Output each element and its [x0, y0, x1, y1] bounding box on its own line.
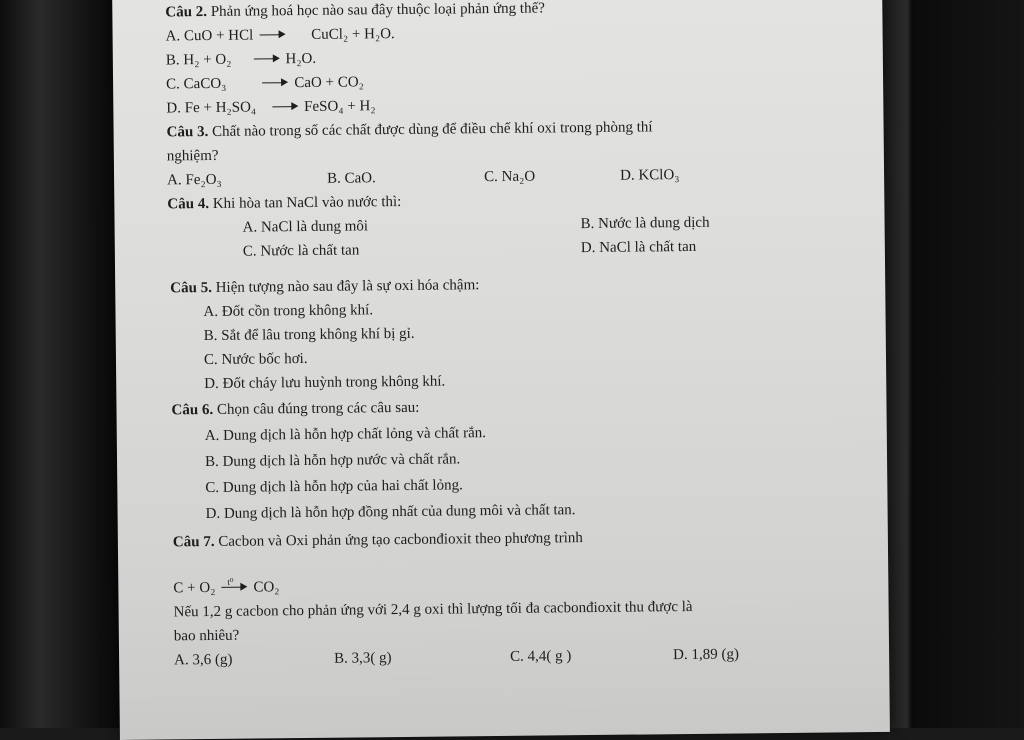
question-4-text: Khi hòa tan NaCl vào nước thì: — [212, 193, 402, 212]
dark-border-right — [882, 0, 1024, 728]
q7-option-c: C. 4,4( g ) — [510, 648, 572, 665]
q6-option-c: C. Dung dịch là hỗn hợp của hai chất lỏng. — [205, 477, 463, 497]
equation-lhs: Fe + H₂SO₄ — [184, 99, 257, 117]
question-4 — [167, 193, 401, 213]
q7-option-b: B. 3,3( g) — [334, 650, 392, 667]
q4-option-a: A. NaCl là dung môi — [242, 218, 369, 236]
q6-option-d: D. Dung dịch là hỗn hợp đồng nhất của dung môi và chất tan. — [205, 502, 576, 523]
question-2 — [165, 0, 545, 21]
question-7-text: Cacbon và Oxi phản ứng tạo cacbonđioxit theo phương trình — [218, 530, 583, 550]
question-4-label: Câu 4. — [167, 195, 210, 213]
q5-option-a: A. Đốt cồn trong không khí. — [203, 302, 374, 321]
question-6-text: Chọn câu đúng trong các câu sau: — [216, 399, 420, 418]
option-letter: D. — [166, 100, 182, 117]
q5-option-c: C. Nước bốc hơi. — [203, 350, 308, 369]
question-6-label: Câu 6. — [171, 401, 214, 419]
equation-rhs: H₂O. — [285, 50, 317, 68]
equation-lhs: CuO + HCl — [183, 27, 254, 45]
reaction-arrow-icon — [221, 576, 247, 592]
q7-equation — [173, 578, 279, 597]
question-7 — [173, 529, 583, 551]
q7-option-a: A. 3,6 (g) — [174, 651, 233, 669]
question-5-label: Câu 5. — [170, 279, 213, 297]
equation-lhs: C + O₂ — [173, 579, 216, 597]
q3-option-c: C. Na₂O — [484, 168, 536, 186]
question-2-label: Câu 2. — [165, 4, 208, 21]
question-3-text: Chất nào trong số các chất được dùng để điều chế khí oxi trong phòng thí — [211, 119, 653, 140]
question-3 — [167, 118, 653, 141]
q3-option-a: A. Fe₂O₃ — [167, 171, 222, 189]
reaction-arrow-icon — [272, 101, 298, 111]
equation-lhs: H₂ + O₂ — [183, 51, 232, 69]
q2-option-a — [165, 25, 394, 45]
question-2-text: Phản ứng hoá học nào sau đây thuộc loại phản ứng thế? — [210, 0, 545, 20]
reaction-arrow-icon — [253, 53, 279, 63]
question-7-body-cont: bao nhiêu? — [173, 627, 240, 645]
question-5 — [170, 276, 479, 297]
option-letter: A. — [165, 28, 181, 45]
heat-condition: t⁰ — [227, 576, 234, 587]
q4-option-c: C. Nước là chất tan — [242, 242, 360, 260]
worksheet-page — [112, 0, 890, 740]
equation-rhs: CuCl₂ + H₂O. — [311, 26, 395, 43]
q2-option-b — [166, 50, 316, 70]
q6-option-a: A. Dung dịch là hỗn hợp chất lỏng và chất rắn. — [204, 425, 487, 445]
q5-option-b: B. Sắt để lâu trong không khí bị gỉ. — [203, 325, 415, 345]
question-3-label: Câu 3. — [166, 124, 209, 141]
q4-option-d: D. NaCl là chất tan — [580, 238, 697, 257]
option-letter: B. — [165, 52, 180, 69]
question-6 — [171, 399, 419, 420]
question-3-text-cont: nghiệm? — [166, 147, 219, 165]
question-7-label: Câu 7. — [172, 533, 215, 551]
equation-lhs: CaCO₃ — [183, 75, 227, 93]
equation-rhs: CaO + CO₂ — [294, 74, 364, 92]
q7-option-d: D. 1,89 (g) — [673, 646, 740, 664]
reaction-arrow-icon — [262, 77, 288, 87]
q5-option-d: D. Đốt cháy lưu huỳnh trong không khí. — [204, 373, 446, 393]
q2-option-c — [166, 73, 364, 93]
equation-rhs: FeSO₄ + H₂ — [304, 98, 376, 115]
equation-rhs: CO₂ — [253, 579, 280, 596]
question-5-text: Hiện tượng nào sau đây là sự oxi hóa chậm: — [215, 277, 480, 296]
q3-option-d: D. KClO₃ — [619, 167, 680, 184]
option-letter: C. — [166, 76, 180, 93]
q2-option-d — [166, 97, 375, 117]
question-7-body: Nếu 1,2 g cacbon cho phản ứng với 2,4 g oxi thì lượng tối đa cacbonđioxit thu được là — [173, 598, 693, 621]
q3-option-b: B. CaO. — [327, 170, 376, 187]
reaction-arrow-icon — [259, 29, 285, 39]
q4-option-b: B. Nước là dung dịch — [580, 214, 710, 233]
q6-option-b: B. Dung dịch là hỗn hợp nước và chất rắn. — [204, 451, 461, 471]
